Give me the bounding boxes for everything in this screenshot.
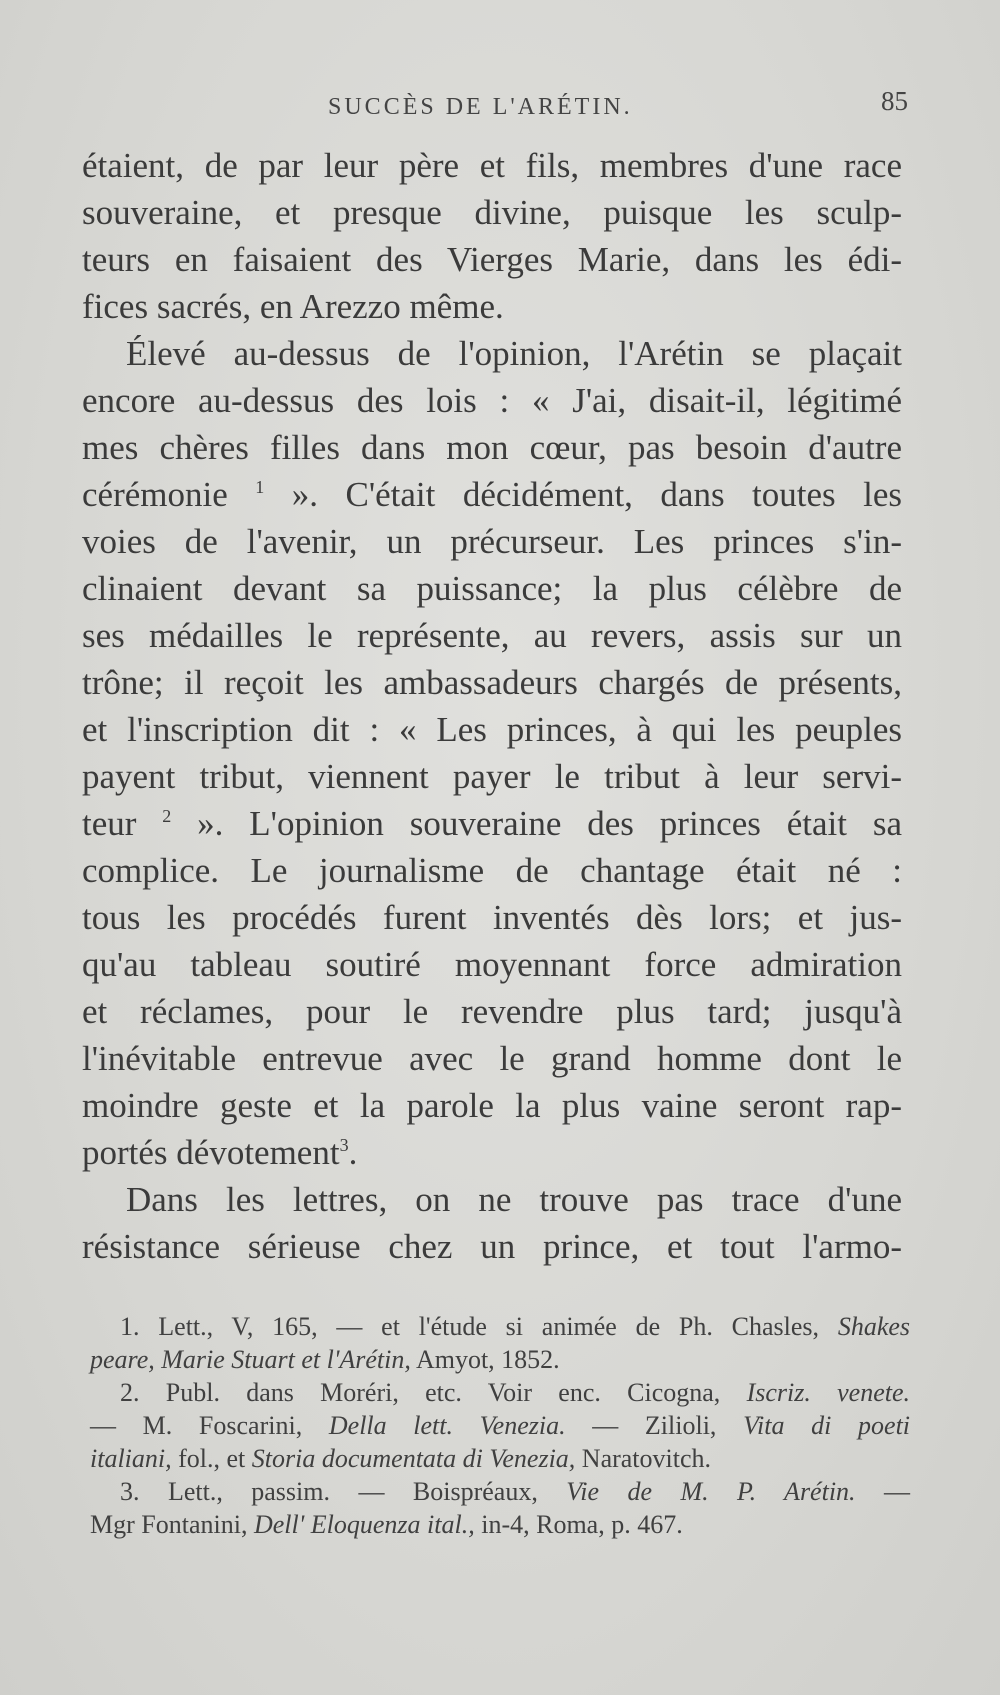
- footnote-2-cont: [90, 1409, 910, 1442]
- footnote-text: Mgr Fontanini,: [90, 1510, 248, 1539]
- text-line: résistance sérieuse chez un prince, et tout l'armo-: [82, 1227, 902, 1266]
- footnote-marker: 2: [162, 806, 172, 826]
- footnote-3: [90, 1475, 910, 1508]
- text-fragment: ». L'opinion souveraine des princes était sa: [197, 804, 903, 843]
- text-line: voies de l'avenir, un précurseur. Les princes s'in-: [82, 522, 902, 561]
- text-line: [82, 800, 902, 847]
- text-line: teurs en faisaient des Vierges Marie, dans les édi-: [82, 240, 902, 279]
- footnote-marker: 3: [339, 1135, 349, 1155]
- footnote-text: 2. Publ. dans Moréri, etc. Voir enc. Cicogna,: [120, 1378, 721, 1407]
- footnote-text: Amyot, 1852.: [415, 1345, 560, 1374]
- footnote-marker: 1: [255, 477, 265, 497]
- footnote-1-cont: [90, 1343, 910, 1376]
- text-line: encore au-dessus des lois : « J'ai, disait-il, légitimé: [82, 381, 902, 420]
- text-fragment: cérémonie: [82, 475, 228, 514]
- footnote-1: [90, 1310, 910, 1343]
- footnote-3-cont: [90, 1508, 910, 1541]
- text-fragment: .: [348, 1133, 358, 1172]
- text-line: Dans les lettres, on ne trouve pas trace d'une: [126, 1180, 902, 1219]
- footnote-text: 1. Lett., V, 165, — et l'étude si animée de Ph. Chasles,: [120, 1312, 820, 1341]
- footnotes: [90, 1310, 910, 1541]
- footnote-italic: Vie de M. P. Arétin.: [566, 1477, 856, 1506]
- footnote-italic: Iscriz. venete.: [746, 1378, 911, 1407]
- text-line: mes chères filles dans mon cœur, pas besoin d'autre: [82, 428, 902, 467]
- footnote-text: — M. Foscarini,: [90, 1411, 303, 1440]
- footnote-italic: Shakes: [837, 1312, 911, 1341]
- footnote-italic: italiani,: [90, 1444, 172, 1473]
- footnote-text: — Zilioli,: [592, 1411, 717, 1440]
- footnote-italic: Vita di poeti: [743, 1411, 911, 1440]
- text-line: étaient, de par leur père et fils, membres d'une race: [82, 146, 902, 185]
- text-line: et l'inscription dit : « Les princes, à qui les peuples: [82, 710, 902, 749]
- footnote-italic: Dell' Eloquenza ital.,: [253, 1510, 475, 1539]
- footnote-text: —: [884, 1477, 911, 1506]
- running-title: SUCCÈS DE L'ARÉTIN.: [328, 94, 633, 120]
- text-fragment: portés dévotement: [82, 1133, 340, 1172]
- footnote-italic: Della lett. Venezia.: [328, 1411, 566, 1440]
- footnote-italic: peare, Marie Stuart et l'Arétin,: [90, 1345, 411, 1374]
- text-line: l'inévitable entrevue avec le grand homme dont le: [82, 1039, 902, 1078]
- text-fragment: ». C'était décidément, dans toutes les: [291, 475, 903, 514]
- text-line: souveraine, et presque divine, puisque les sculp-: [82, 193, 902, 232]
- text-line: trône; il reçoit les ambassadeurs chargés de présents,: [82, 663, 902, 702]
- text-line: et réclames, pour le revendre plus tard; jusqu'à: [82, 992, 902, 1031]
- footnote-text: fol., et: [178, 1444, 246, 1473]
- page-number: 85: [881, 86, 908, 116]
- footnote-text: Naratovitch.: [581, 1444, 712, 1473]
- footnote-2: [90, 1376, 910, 1409]
- page-header: [88, 86, 908, 126]
- text-line: ses médailles le représente, au revers, assis sur un: [82, 616, 902, 655]
- text-line: qu'au tableau soutiré moyennant force admiration: [82, 945, 902, 984]
- text-line: fices sacrés, en Arezzo même.: [82, 287, 504, 326]
- footnote-italic: Storia documentata di Venezia,: [251, 1444, 576, 1473]
- footnote-text: in-4, Roma, p. 467.: [481, 1510, 683, 1539]
- text-line: clinaient devant sa puissance; la plus célèbre de: [82, 569, 902, 608]
- body-text: [82, 142, 902, 1270]
- footnote-2-cont: [90, 1442, 910, 1475]
- text-line: complice. Le journalisme de chantage était né :: [82, 851, 902, 890]
- text-fragment: teur: [82, 804, 137, 843]
- text-line: moindre geste et la parole la plus vaine seront rap-: [82, 1086, 902, 1125]
- text-line: tous les procédés furent inventés dès lors; et jus-: [82, 898, 902, 937]
- text-line: payent tribut, viennent payer le tribut à leur servi-: [82, 757, 902, 796]
- footnote-text: 3. Lett., passim. — Boispréaux,: [120, 1477, 538, 1506]
- text-line: [82, 471, 902, 518]
- text-line: [82, 1129, 902, 1176]
- text-line: Élevé au-dessus de l'opinion, l'Arétin se plaçait: [126, 334, 902, 373]
